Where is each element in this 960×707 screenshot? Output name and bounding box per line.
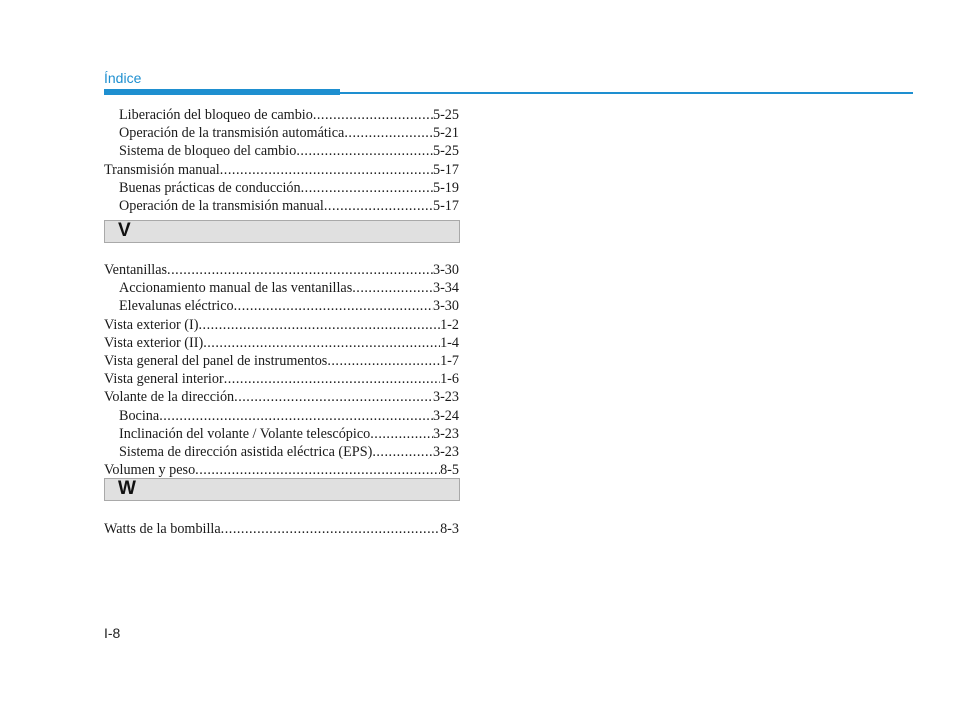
index-entry[interactable]: Vista general interior ..... 1-6	[104, 370, 459, 388]
index-block-w	[104, 520, 459, 538]
index-entry[interactable]: Volante de la dirección ..... 3-23	[104, 388, 459, 406]
index-entry[interactable]: Inclinación del volante / Volante telescópico ..... 3-23	[104, 425, 459, 443]
index-entry[interactable]: Liberación del bloqueo de cambio ..... 5-25	[104, 106, 459, 124]
section-letter: V	[118, 220, 131, 241]
index-entry[interactable]: Ventanillas ..... 3-30	[104, 261, 459, 279]
index-entry[interactable]: Operación de la transmisión manual ..... 5-17	[104, 197, 459, 215]
index-block-continued	[104, 106, 459, 215]
index-entry[interactable]: Vista exterior (I) ..... 1-2	[104, 316, 459, 334]
index-block-v	[104, 261, 459, 479]
index-entry[interactable]: Buenas prácticas de conducción ..... 5-19	[104, 179, 459, 197]
page-title: Índice	[104, 70, 142, 86]
section-letter-v	[104, 220, 460, 243]
index-entry[interactable]: Watts de la bombilla ..... 8-3	[104, 520, 459, 538]
index-entry[interactable]: Sistema de bloqueo del cambio ..... 5-25	[104, 142, 459, 160]
index-entry[interactable]: Volumen y peso ..... 8-5	[104, 461, 459, 479]
index-entry[interactable]: Vista exterior (II) ..... 1-4	[104, 334, 459, 352]
index-entry[interactable]: Sistema de dirección asistida eléctrica (EPS) ..... 3-23	[104, 443, 459, 461]
header-accent-bar	[104, 89, 340, 95]
section-letter: W	[118, 478, 136, 499]
index-entry[interactable]: Operación de la transmisión automática ..... 5-21	[104, 124, 459, 142]
index-entry[interactable]: Elevalunas eléctrico ..... 3-30	[104, 297, 459, 315]
header-rule	[340, 92, 913, 94]
index-entry[interactable]: Accionamiento manual de las ventanillas ..... 3-34	[104, 279, 459, 297]
index-entry[interactable]: Transmisión manual ..... 5-17	[104, 161, 459, 179]
index-entry[interactable]: Vista general del panel de instrumentos ..... 1-7	[104, 352, 459, 370]
index-entry[interactable]: Bocina ..... 3-24	[104, 407, 459, 425]
page-number: I-8	[104, 625, 121, 641]
section-letter-w	[104, 478, 460, 501]
